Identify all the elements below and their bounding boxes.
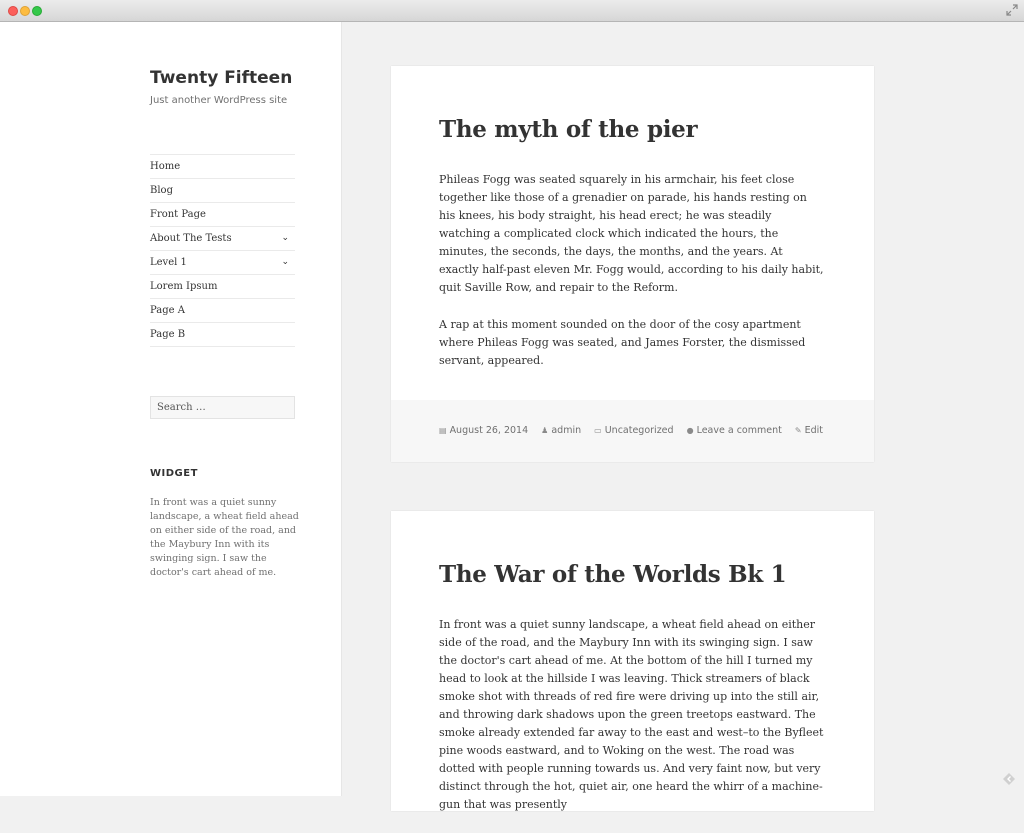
post-paragraph: In front was a quiet sunny landscape, a wheat field ahead on either side of the road, and the Maybury Inn with its swinging sign. I saw the doctor's cart ahead of me. At the bottom of the hill I turned my head to look at the hillside I was leaving. Thick streamers of black smoke shot with threads of red fire were driving up into the still air, and throwing dark shadows upon the green treetops eastward. The smoke already extended far away to the east and west–to the Byfleet pine woods eastward, and to Woking on the west. The road was dotted with people running towards us. And very faint now, but very distinct through the hot, quiet air, one heard the whirr of a machine-gun that was presently bbox=[439, 618, 824, 811]
post-meta bbox=[439, 425, 833, 436]
menu-item-label: Lorem Ipsum bbox=[150, 281, 218, 292]
arrow-left-icon[interactable] bbox=[1002, 772, 1016, 786]
pencil-icon: ✎ bbox=[794, 426, 802, 435]
post-footer bbox=[391, 400, 874, 462]
menu-item-label: Page B bbox=[150, 329, 186, 340]
post-paragraph: Phileas Fogg was seated squarely in his armchair, his feet close together like those of a grenadier on parade, his hands resting on his knees, his body straight, his head erect; he was steadily watching a complicated clock which indicated the hours, the minutes, the seconds, the days, the months, and the years. At exactly half-past eleven Mr. Fogg would, according to his daily habit, quit Saville Row, and repair to the Reform. bbox=[439, 173, 824, 294]
comment-icon: ● bbox=[686, 426, 694, 435]
post-category: Uncategorized bbox=[604, 425, 674, 436]
menu-item-blog[interactable] bbox=[150, 179, 295, 203]
post-comments-link[interactable] bbox=[687, 425, 782, 436]
post-title[interactable]: The myth of the pier bbox=[439, 116, 698, 143]
close-window-button[interactable] bbox=[8, 6, 18, 16]
menu-item-front-page[interactable] bbox=[150, 203, 295, 227]
menu-item-label: Home bbox=[150, 161, 181, 172]
chevron-down-icon[interactable]: ⌄ bbox=[281, 257, 289, 267]
sidebar bbox=[0, 22, 342, 796]
post-title[interactable]: The War of the Worlds Bk 1 bbox=[439, 561, 787, 588]
widget-text: In front was a quiet sunny landscape, a wheat field ahead on either side of the road, and the Maybury Inn with its swinging sign. I saw the doctor's cart ahead of me. bbox=[150, 497, 299, 578]
site-title[interactable]: Twenty Fifteen bbox=[150, 68, 293, 88]
post-edit-link[interactable] bbox=[795, 425, 823, 436]
post-date-link[interactable] bbox=[439, 425, 528, 436]
post-category-link[interactable] bbox=[594, 425, 673, 436]
main-menu bbox=[150, 154, 295, 347]
menu-item-page-a[interactable] bbox=[150, 299, 295, 323]
chevron-down-icon[interactable]: ⌄ bbox=[281, 233, 289, 243]
menu-item-level-1[interactable] bbox=[150, 251, 295, 275]
post-author: admin bbox=[551, 425, 582, 436]
menu-item-about-the-tests[interactable] bbox=[150, 227, 295, 251]
window-titlebar bbox=[0, 0, 1024, 22]
menu-item-label: Page A bbox=[150, 305, 185, 316]
search-input[interactable] bbox=[150, 396, 295, 419]
menu-item-page-b[interactable] bbox=[150, 323, 295, 347]
minimize-window-button[interactable] bbox=[20, 6, 30, 16]
post-date: August 26, 2014 bbox=[449, 425, 529, 436]
zoom-window-button[interactable] bbox=[32, 6, 42, 16]
menu-item-label: About The Tests bbox=[150, 233, 232, 244]
post-author-link[interactable] bbox=[541, 425, 581, 436]
post-card bbox=[391, 66, 874, 462]
user-icon: ♟ bbox=[541, 426, 549, 435]
menu-item-label: Blog bbox=[150, 185, 173, 196]
folder-icon: ▭ bbox=[594, 426, 602, 435]
widget-title: WIDGET bbox=[150, 468, 198, 479]
menu-item-label: Front Page bbox=[150, 209, 206, 220]
post-content bbox=[439, 616, 825, 833]
post-comments: Leave a comment bbox=[696, 425, 782, 436]
menu-item-home[interactable] bbox=[150, 155, 295, 179]
post-paragraph: A rap at this moment sounded on the door of the cosy apartment where Phileas Fogg was seated, and James Forster, the dismissed servant, appeared. bbox=[439, 318, 806, 367]
calendar-icon: ▤ bbox=[439, 426, 447, 435]
post-card bbox=[391, 511, 874, 811]
fullscreen-arrows-icon[interactable] bbox=[1006, 4, 1018, 16]
menu-item-label: Level 1 bbox=[150, 257, 187, 268]
site-description: Just another WordPress site bbox=[150, 95, 288, 106]
post-edit: Edit bbox=[804, 425, 823, 436]
post-content bbox=[439, 171, 825, 389]
menu-item-lorem-ipsum[interactable] bbox=[150, 275, 295, 299]
